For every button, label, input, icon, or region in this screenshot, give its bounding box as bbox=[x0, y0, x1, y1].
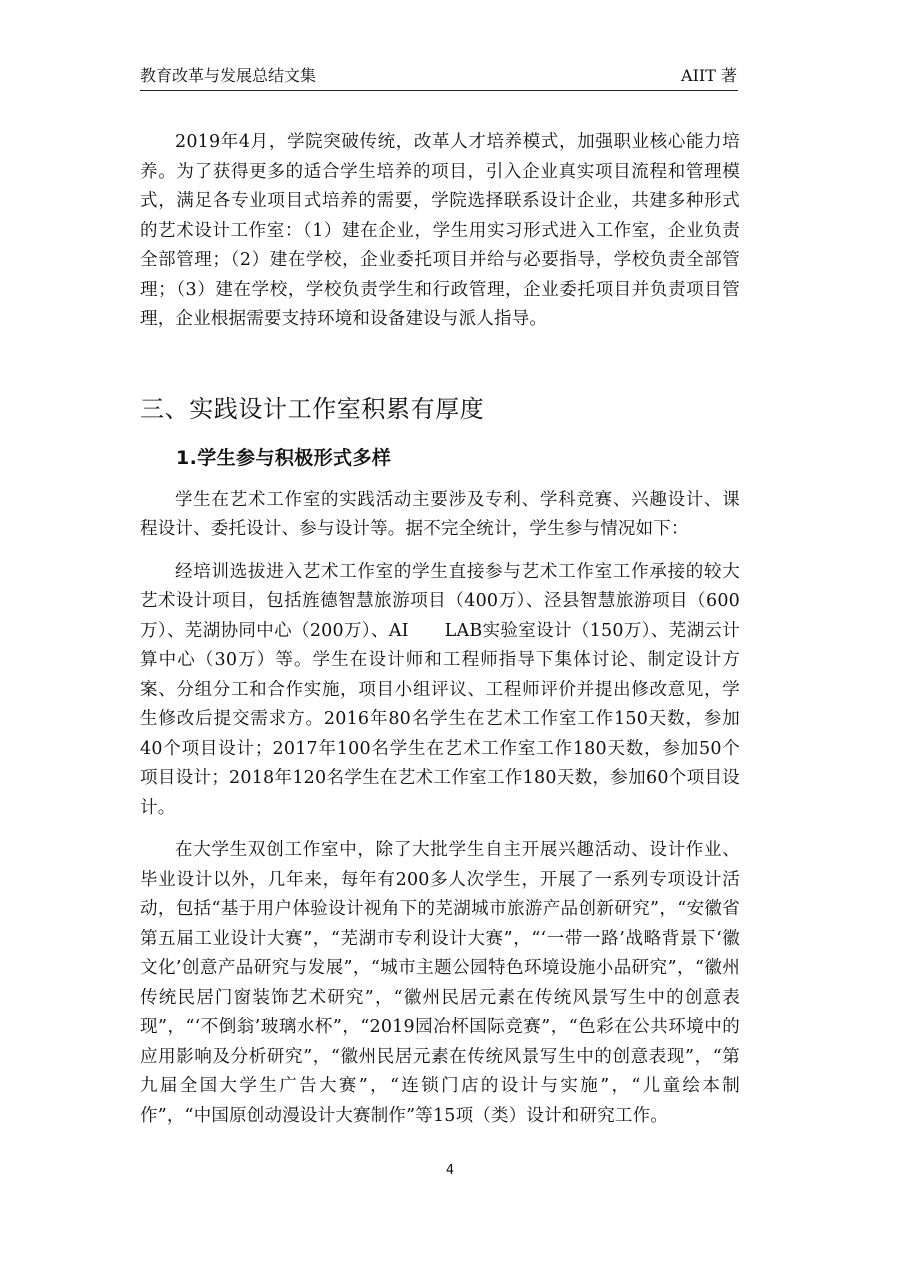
section-spacer bbox=[140, 335, 740, 390]
running-header-title: 教育改革与发展总结文集 bbox=[140, 66, 317, 85]
running-header-author: AIIT 著 bbox=[681, 66, 737, 85]
paragraph-innovation-studio: 在大学生双创工作室中，除了大批学生自主开展兴趣活动、设计作业、毕业设计以外，几年来，每年有200多人次学生，开展了一系列专项设计活动，包括“基于用户体验设计视角下的芜湖城市旅游产品创新研究”，“安徽省第五届工业设计大赛”，“芜湖市专利设计大赛”，“‘一带一路’战略背景下‘徽文化’创意产品研究与发展”，“城市主题公园特色环境设施小品研究”，“徽州传统民居门窗装饰艺术研究”，“徽州民居元素在传统风景写生中的创意表现”，“‘不倒翁’玻璃水杯”，“2019园冶杯国际竞赛”，“色彩在公共环境中的应用影响及分析研究”，“徽州民居元素在传统风景写生中的创意表现”，“第九届全国大学生广告大赛”，“连锁门店的设计与实施”，“儿童绘本制作”，“中国原创动漫设计大赛制作”等15项（类）设计和研究工作。 bbox=[140, 840, 740, 1126]
page-number: 4 bbox=[445, 1163, 455, 1178]
section-heading: 三、实践设计工作室积累有厚度 bbox=[140, 394, 485, 423]
header-divider bbox=[140, 90, 738, 91]
paragraph-studio-reform: 2019年4月，学院突破传统，改革人才培养模式，加强职业核心能力培养。为了获得更多的适合学生培养的项目，引入企业真实项目流程和管理模式，满足各专业项目式培养的需要，学院选择联系设计企业，共建多种形式的艺术设计工作室：（1）建在企业，学生用实习形式进入工作室，企业负责全部管理；（2）建在学校，企业委托项目并给与必要指导，学校负责全部管理；（3）建在学校，学校负责学生和行政管理，企业委托项目并负责项目管理，企业根据需要支持环境和设备建设与派人指导。 bbox=[140, 132, 740, 329]
paragraph-studio-projects: 经培训选拔进入艺术工作室的学生直接参与艺术工作室工作承接的较大艺术设计项目，包括旌德智慧旅游项目（400万）、泾县智慧旅游项目（600万）、芜湖协同中心（200万）、AI LAB实验室设计（150万）、芜湖云计算中心（30万）等。学生在设计师和工程师指导下集体讨论、制定设计方案、分组分工和合作实施，项目小组评议、工程师评价并提出修改意见，学生修改后提交需求方。2016年80名学生在艺术工作室工作150天数，参加40个项目设计；2017年100名学生在艺术工作室工作180天数，参加50个项目设计；2018年120名学生在艺术工作室工作180天数，参加60个项目设计。 bbox=[140, 561, 740, 818]
paragraph-spacer bbox=[140, 823, 740, 836]
paragraph-spacer bbox=[140, 545, 740, 558]
subsection-heading: 1.学生参与积极形式多样 bbox=[176, 446, 392, 469]
page-body bbox=[140, 128, 740, 1131]
paragraph-activities-intro: 学生在艺术工作室的实践活动主要涉及专利、学科竞赛、兴趣设计、课程设计、委托设计、参与设计等。据不完全统计，学生参与情况如下： bbox=[140, 489, 740, 539]
